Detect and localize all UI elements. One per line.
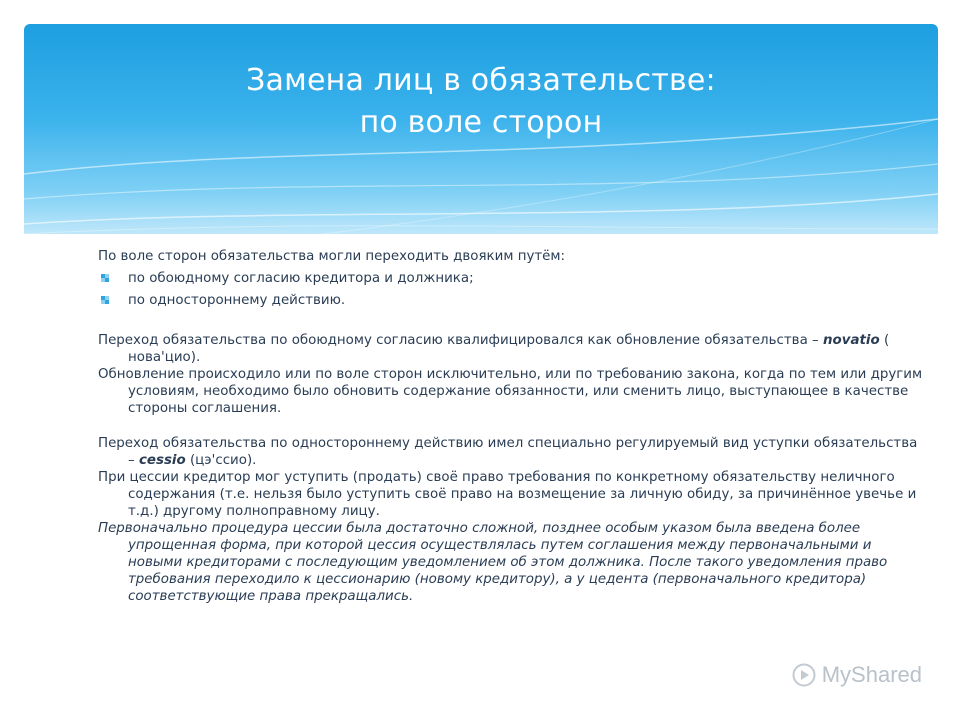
novatio-text-end: ( нова'цио). [128, 333, 890, 365]
cessio-term: cessio [138, 453, 186, 468]
watermark [792, 660, 922, 690]
spacer [98, 314, 928, 332]
watermark-text: MyShared [821, 662, 922, 687]
bullet-icon [101, 296, 109, 304]
list-item [98, 292, 928, 309]
list-item-text: по одностороннему действию. [128, 293, 346, 308]
watermark-logo-icon [792, 663, 816, 687]
paragraph-renewal: Обновление происходило или по воле сторон исключительно, или по требованию закона, когда по тем или другим условиям, необходимо было обновить содержание обязанности, или сменить лицо, выступающее в качестве стороны соглашения. [98, 367, 923, 416]
list-item [98, 270, 928, 287]
cessio-text-start: Переход обязательства по одностороннему действию имел специально регулируемый вид уступки обязательства – [98, 436, 918, 468]
page-title [24, 60, 938, 144]
paragraph-cessio [98, 435, 928, 469]
paragraph-cession-rules: При цессии кредитор мог уступить (продать) своё право требования по конкретному обязательству неличного содержания (т.е. нельзя было уступить своё право на возмещение за личную обиду, за причинённое увечье и т.д.) другому полноправному лицу. [98, 470, 917, 519]
novatio-text-start: Переход обязательства по обоюдному согласию квалифицировался как обновление обязательства – [98, 333, 823, 348]
paragraph-novatio [98, 332, 928, 366]
bullet-icon [101, 274, 109, 282]
paragraph-procedure: Первоначально процедура цессии была достаточно сложной, позднее особым указом была введена более упрощенная форма, при которой цессия осуществлялась путем соглашения между первоначальными и новыми кредиторами с последующим уведомлением об этом должника. После такого уведомления право требования переходило к цессионарию (новому кредитору), а у цедента (первоначального кредитора) соответствующие права прекращались. [98, 521, 888, 604]
list-item-text: по обоюдному согласию кредитора и должника; [128, 271, 474, 286]
intro-text: По воле сторон обязательства могли переходить двояким путём: [98, 249, 566, 264]
cessio-text-end: (цэ'ссио). [185, 453, 257, 468]
novatio-term: novatio [822, 333, 880, 348]
slide-header [24, 24, 938, 234]
slide-body [98, 248, 928, 605]
bullet-list [98, 270, 928, 309]
spacer [98, 417, 928, 435]
title-line-2: по воле сторон [359, 105, 603, 140]
title-line-1: Замена лиц в обязательстве: [246, 63, 716, 98]
